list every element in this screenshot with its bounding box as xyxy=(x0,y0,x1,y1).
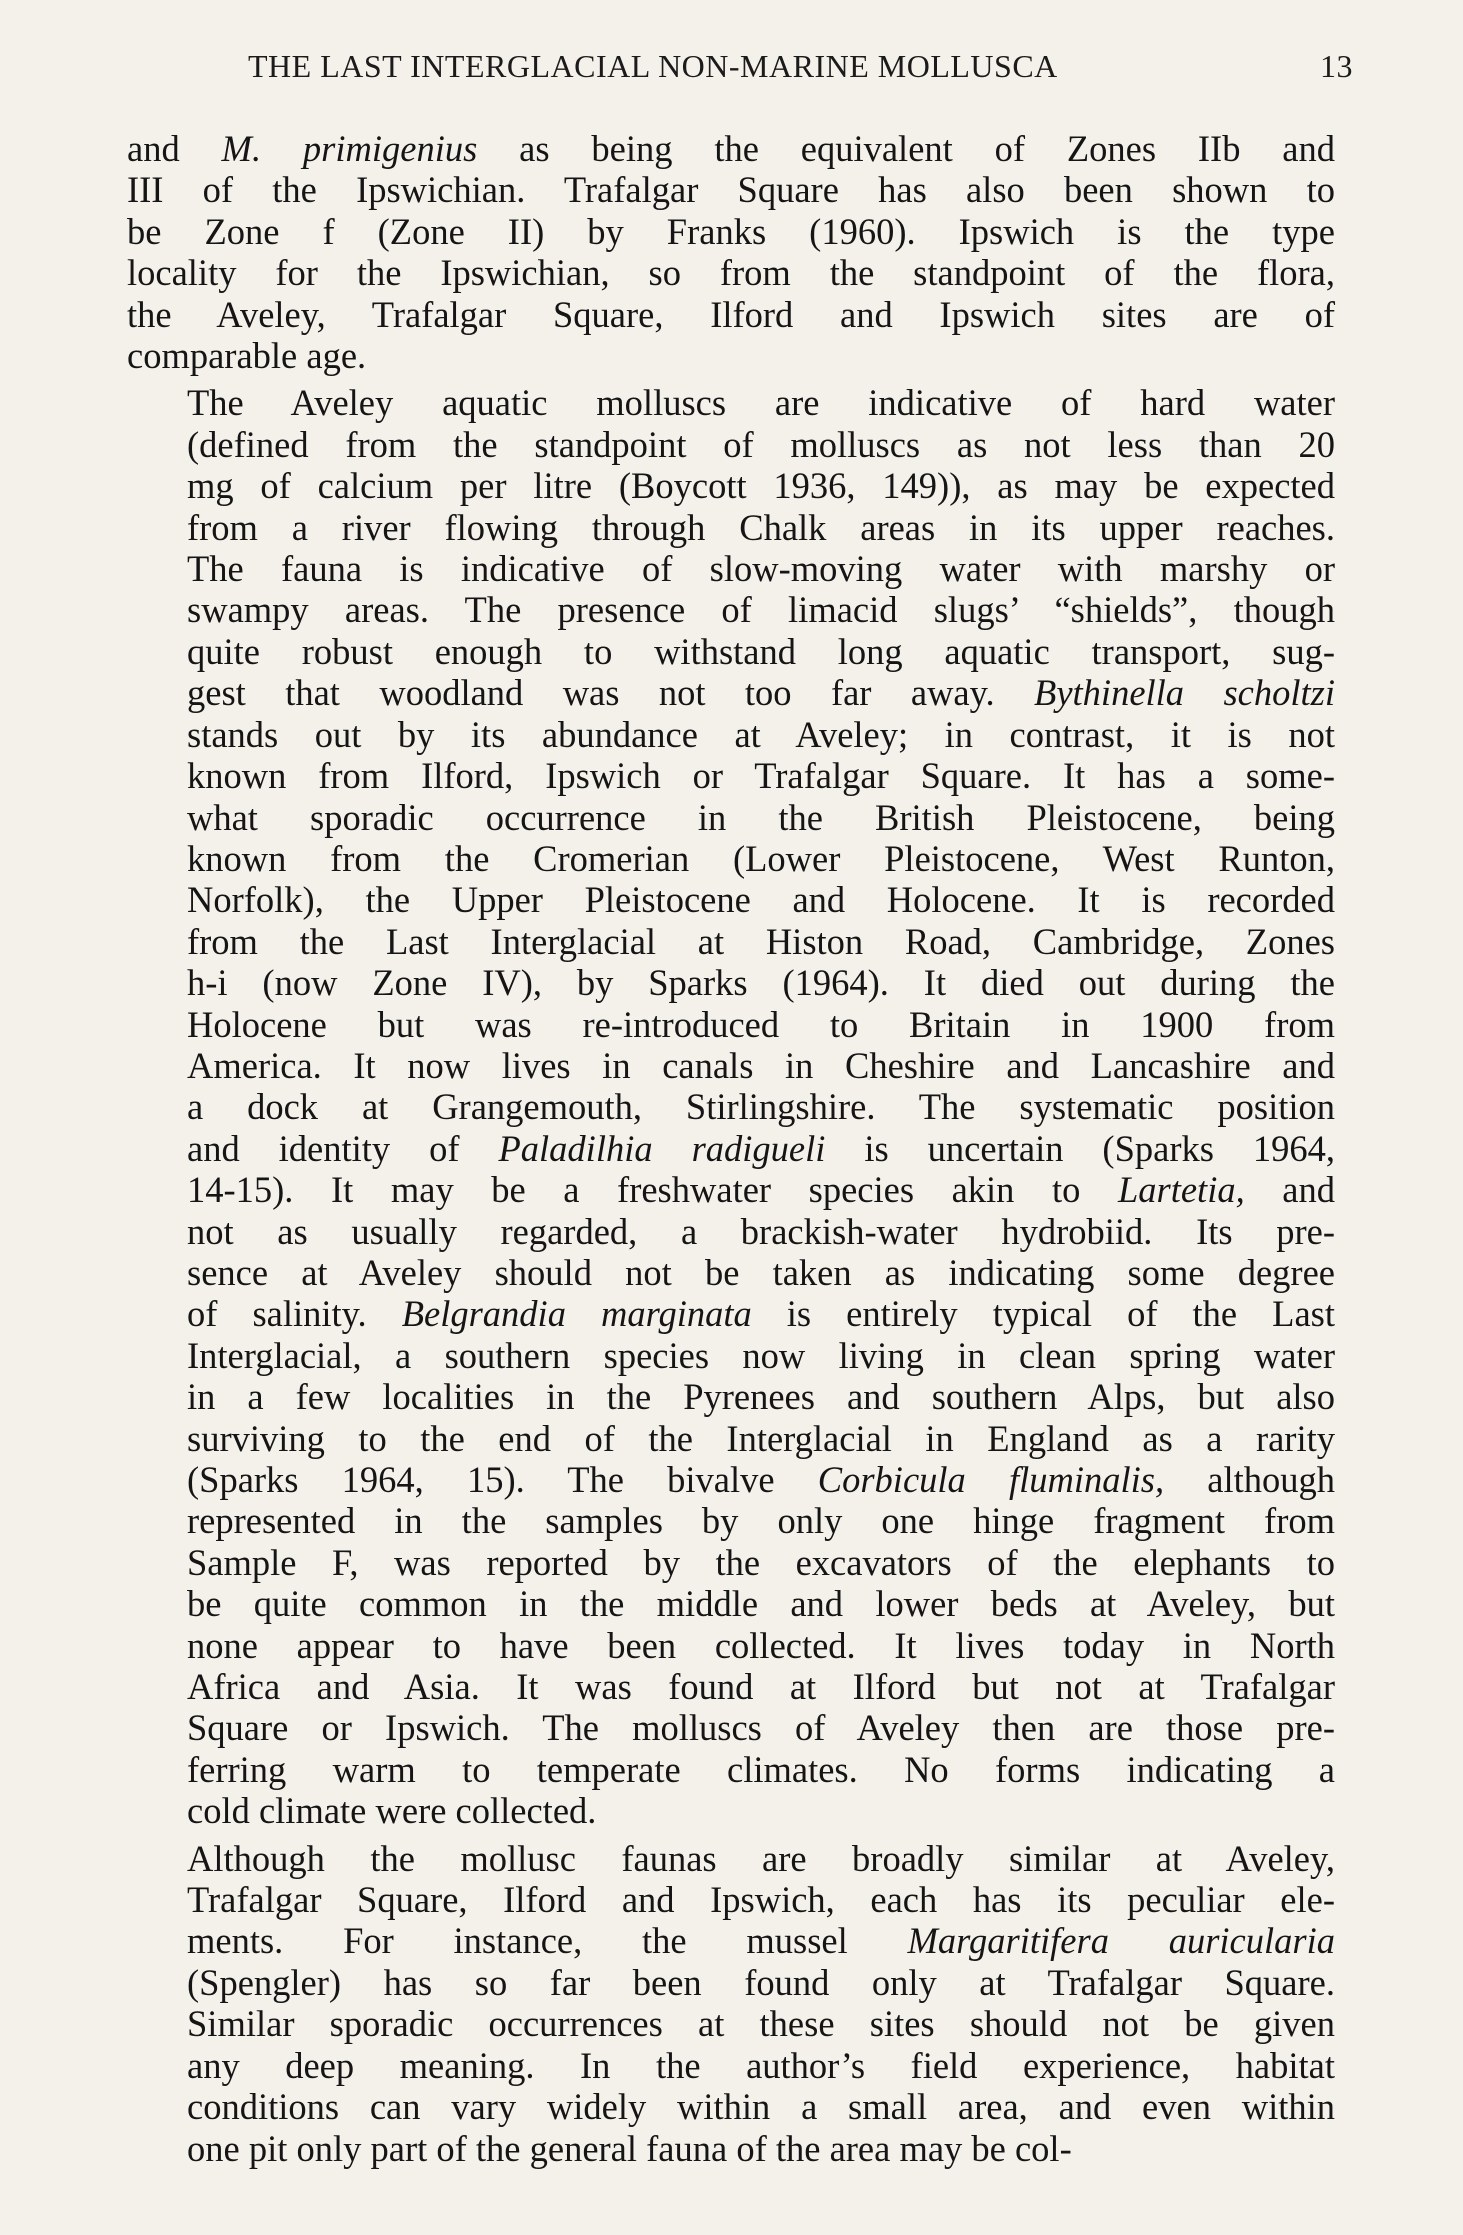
text-line xyxy=(127,1749,1335,1790)
text-run: comparable age. xyxy=(127,335,367,377)
text-line xyxy=(127,1962,1335,2003)
text-run: what sporadic occurrence in the British Pleistocene, being xyxy=(187,796,1335,838)
text-line xyxy=(127,465,1335,506)
text-line xyxy=(127,879,1335,920)
text-line xyxy=(127,1086,1335,1127)
text-line xyxy=(127,1418,1335,1459)
text-line xyxy=(127,631,1335,672)
text-line xyxy=(127,294,1335,335)
text-line xyxy=(127,838,1335,879)
text-run: ments. For instance, the mussel xyxy=(187,1920,908,1962)
text-run: a dock at Grangemouth, Stirlingshire. The systematic position xyxy=(187,1086,1335,1128)
text-line xyxy=(127,1376,1335,1417)
text-line xyxy=(127,1625,1335,1666)
text-line xyxy=(127,1252,1335,1293)
text-run: Trafalgar Square, Ilford and Ipswich, each has its peculiar ele- xyxy=(187,1879,1335,1921)
text-line xyxy=(127,1707,1335,1748)
text-run: and xyxy=(1244,1169,1335,1211)
text-run: is entirely typical of the Last xyxy=(751,1293,1335,1335)
text-line xyxy=(127,252,1335,293)
text-line xyxy=(127,755,1335,796)
paragraph-3 xyxy=(127,1838,1335,2169)
text-line xyxy=(127,1335,1335,1376)
text-run: Norfolk), the Upper Pleistocene and Holocene. It is recorded xyxy=(187,879,1335,921)
paragraph-2 xyxy=(127,382,1335,1831)
text-run: not as usually regarded, a brackish-water hydrobiid. Its pre- xyxy=(187,1210,1335,1252)
italic-text: Paladilhia radigueli xyxy=(498,1127,826,1169)
text-run: although xyxy=(1164,1459,1335,1500)
running-header xyxy=(248,48,1353,92)
text-run: swampy areas. The presence of limacid slugs’ “shields”, though xyxy=(187,589,1335,631)
text-line xyxy=(127,1920,1335,1961)
text-run: America. It now lives in canals in Cheshire and Lancashire and xyxy=(187,1044,1335,1086)
page-number: 13 xyxy=(1320,48,1353,84)
text-run: Holocene but was re-introduced to Britain in 1900 from xyxy=(187,1003,1335,1045)
text-line xyxy=(127,382,1335,423)
text-run: of salinity. xyxy=(187,1293,402,1335)
running-title: THE LAST INTERGLACIAL NON-MARINE MOLLUSCA xyxy=(248,48,1058,84)
italic-text: Belgrandia marginata xyxy=(401,1293,752,1335)
text-run: (defined from the standpoint of molluscs as not less than 20 xyxy=(187,423,1335,465)
text-run: represented in the samples by only one hinge fragment from xyxy=(187,1500,1335,1542)
text-line xyxy=(127,1500,1335,1541)
text-line xyxy=(127,211,1335,252)
text-run: known from the Cromerian (Lower Pleistocene, West Runton, xyxy=(187,837,1335,879)
text-run: from a river flowing through Chalk areas in its upper reaches. xyxy=(187,506,1335,548)
text-line xyxy=(127,1128,1335,1169)
text-line xyxy=(127,1583,1335,1624)
italic-text: M. primigenius xyxy=(221,128,478,169)
text-run: is uncertain (Sparks 1964, xyxy=(825,1127,1336,1169)
text-line xyxy=(127,2128,1335,2169)
text-line xyxy=(127,1169,1335,1210)
text-line xyxy=(127,1790,1335,1831)
text-run: be Zone f (Zone II) by Franks (1960). Ipswich is the type xyxy=(127,210,1335,252)
text-run: The fauna is indicative of slow-moving water with marshy or xyxy=(187,548,1335,590)
text-run: ferring warm to temperate climates. No forms indicating a xyxy=(187,1748,1335,1790)
text-run: conditions can vary widely within a small area, and even within xyxy=(187,2086,1335,2128)
text-run: be quite common in the middle and lower beds at Aveley, but xyxy=(187,1583,1335,1625)
text-line xyxy=(127,962,1335,1003)
text-line xyxy=(127,921,1335,962)
text-line xyxy=(127,1838,1335,1879)
text-line xyxy=(127,424,1335,465)
text-line xyxy=(127,2045,1335,2086)
text-run: as being the equivalent of Zones IIb and xyxy=(477,128,1336,169)
text-line xyxy=(127,1879,1335,1920)
text-line xyxy=(127,2086,1335,2127)
text-run: stands out by its abundance at Aveley; in contrast, it is not xyxy=(187,713,1335,755)
text-run: (Sparks 1964, 15). The bivalve xyxy=(187,1459,818,1500)
paragraph-1 xyxy=(127,128,1335,376)
text-run: III of the Ipswichian. Trafalgar Square has also been shown to xyxy=(127,169,1335,211)
text-run: cold climate were collected. xyxy=(187,1790,597,1832)
text-line xyxy=(127,335,1335,376)
text-run: the Aveley, Trafalgar Square, Ilford and Ipswich sites are of xyxy=(127,293,1335,335)
text-line xyxy=(127,1459,1335,1500)
text-line xyxy=(127,672,1335,713)
text-line xyxy=(127,1004,1335,1045)
text-run: The Aveley aquatic molluscs are indicative of hard water xyxy=(187,382,1335,424)
body-text xyxy=(127,128,1335,2169)
text-run: none appear to have been collected. It lives today in North xyxy=(187,1624,1335,1666)
text-run: and identity of xyxy=(187,1127,499,1169)
text-line xyxy=(127,169,1335,210)
text-line xyxy=(127,589,1335,630)
italic-text: Corbicula fluminalis, xyxy=(817,1459,1165,1500)
text-run: Interglacial, a southern species now living in clean spring water xyxy=(187,1334,1335,1376)
italic-text: Margaritifera auricularia xyxy=(907,1920,1335,1962)
text-line xyxy=(127,1542,1335,1583)
text-run: any deep meaning. In the author’s field experience, habitat xyxy=(187,2044,1335,2086)
text-run: locality for the Ipswichian, so from the standpoint of the flora, xyxy=(127,252,1335,294)
text-line xyxy=(127,548,1335,589)
text-run: from the Last Interglacial at Histon Road, Cambridge, Zones xyxy=(187,920,1335,962)
text-run: (Spengler) has so far been found only at Trafalgar Square. xyxy=(187,1961,1335,2003)
text-run: 14-15). It may be a freshwater species akin to xyxy=(187,1169,1118,1211)
text-run: Sample F, was reported by the excavators of the elephants to xyxy=(187,1541,1335,1583)
text-run: one pit only part of the general fauna of the area may be col- xyxy=(187,2127,1072,2169)
text-run: gest that woodland was not too far away. xyxy=(187,672,1035,714)
text-run: Similar sporadic occurrences at these sites should not be given xyxy=(187,2003,1335,2045)
text-line xyxy=(127,507,1335,548)
text-run: sence at Aveley should not be taken as indicating some degree xyxy=(187,1251,1335,1293)
text-run: Africa and Asia. It was found at Ilford but not at Trafalgar xyxy=(187,1666,1335,1708)
text-line xyxy=(127,1666,1335,1707)
text-line xyxy=(127,2003,1335,2044)
text-line xyxy=(127,797,1335,838)
text-run: h-i (now Zone IV), by Sparks (1964). It died out during the xyxy=(187,962,1335,1004)
text-line xyxy=(127,714,1335,755)
text-line xyxy=(127,128,1335,169)
text-line xyxy=(127,1293,1335,1334)
text-line xyxy=(127,1211,1335,1252)
text-run: known from Ilford, Ipswich or Trafalgar Square. It has a some- xyxy=(187,755,1335,797)
text-run: Square or Ipswich. The molluscs of Aveley then are those pre- xyxy=(187,1707,1335,1749)
text-run: Although the mollusc faunas are broadly similar at Aveley, xyxy=(187,1837,1335,1879)
text-run: in a few localities in the Pyrenees and southern Alps, but also xyxy=(187,1376,1335,1418)
text-run: surviving to the end of the Interglacial in England as a rarity xyxy=(187,1417,1335,1459)
text-run: and xyxy=(127,128,222,169)
text-run: quite robust enough to withstand long aquatic transport, sug- xyxy=(187,630,1335,672)
text-run: mg of calcium per litre (Boycott 1936, 149)), as may be expected xyxy=(187,465,1335,507)
text-line xyxy=(127,1045,1335,1086)
italic-text: Bythinella scholtzi xyxy=(1034,672,1335,714)
italic-text: Lartetia, xyxy=(1117,1169,1245,1211)
